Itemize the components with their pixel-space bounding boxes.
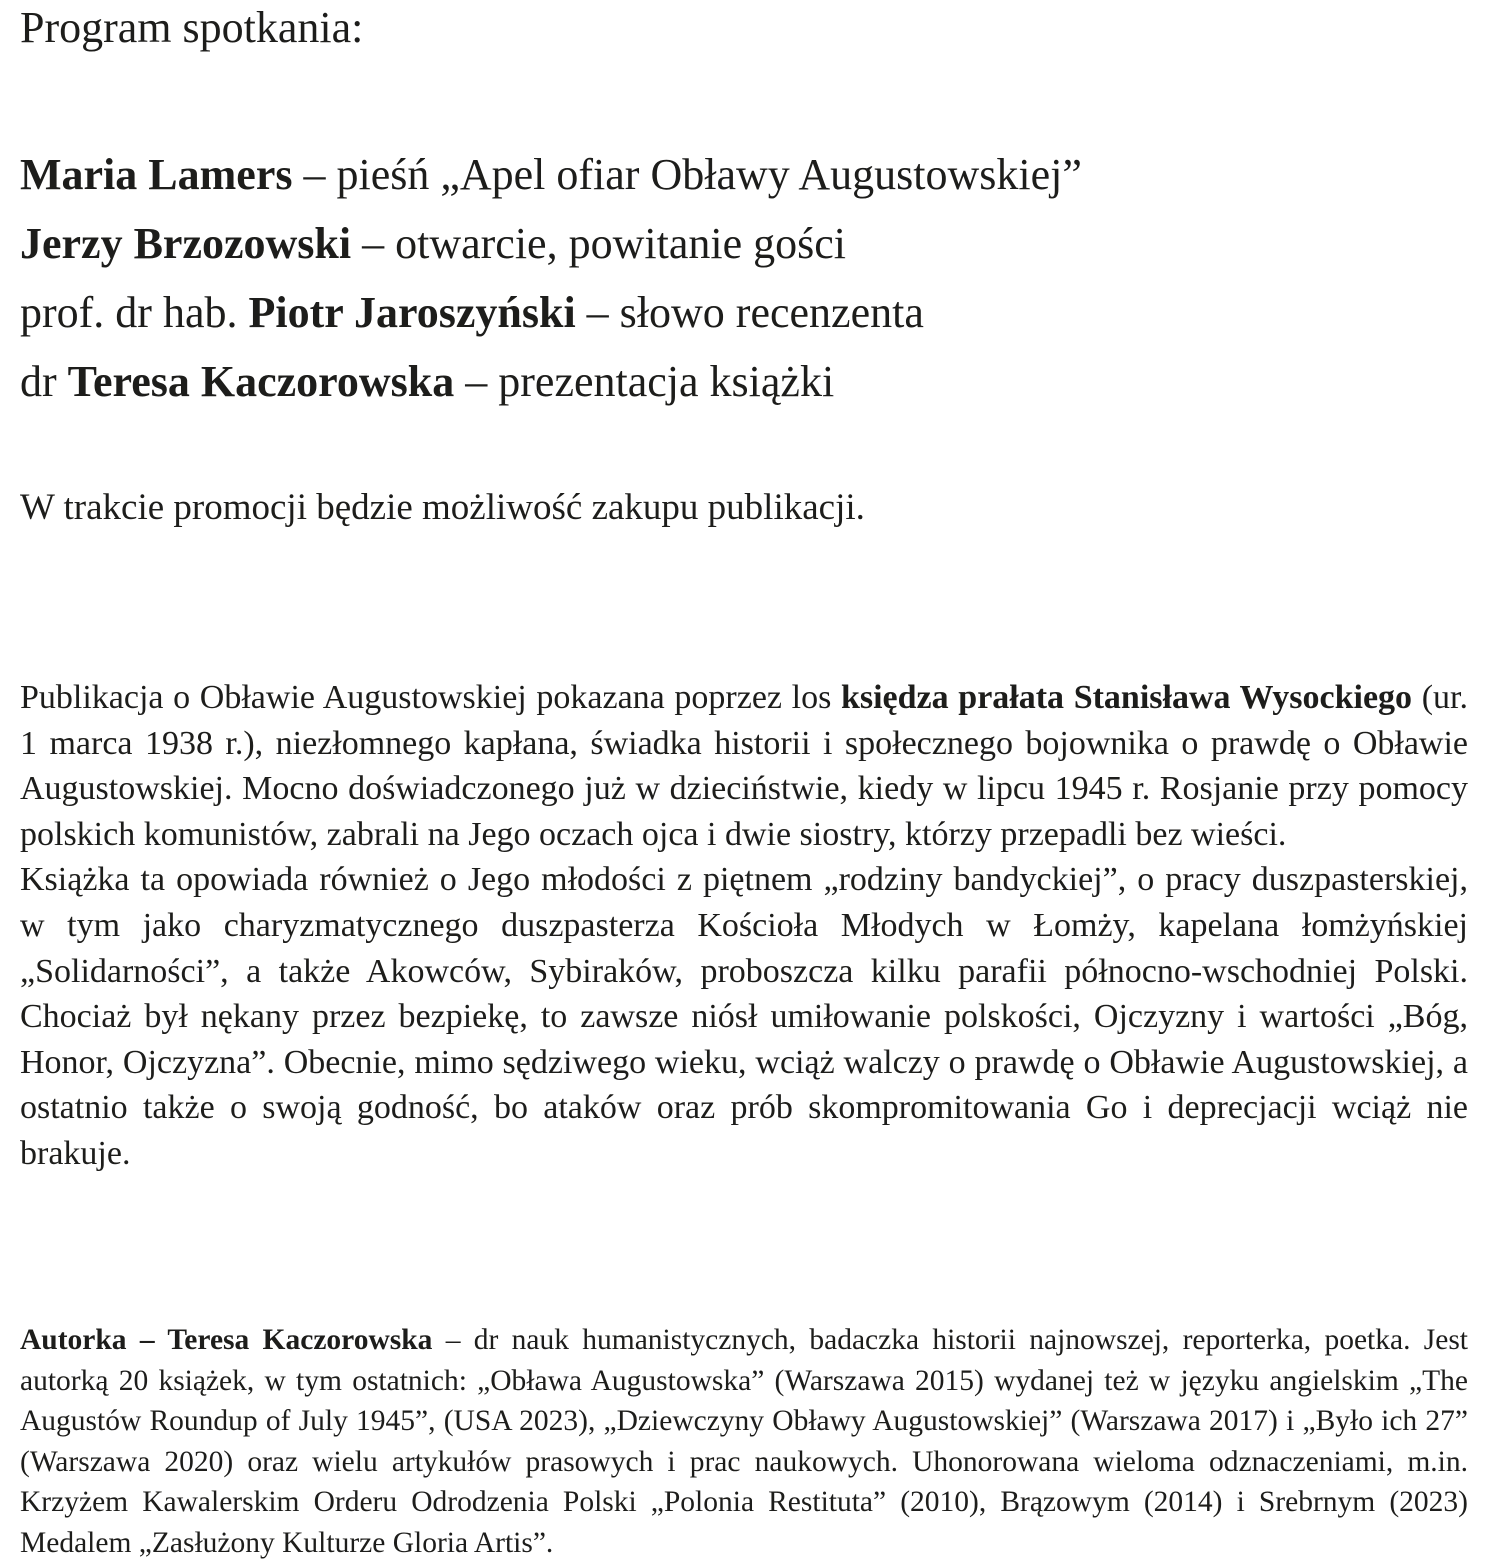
- purchase-note: W trakcie promocji będzie możliwość zakupu publikacji.: [20, 487, 865, 528]
- author-name: Autorka – Teresa Kaczorowska: [20, 1324, 433, 1356]
- program-item: [20, 347, 1468, 416]
- program-item-role: – pieśń „Apel ofiar Obławy Augustowskiej”: [292, 150, 1082, 199]
- program-item-role: – prezentacja książki: [454, 357, 835, 406]
- program-item: [20, 140, 1468, 209]
- speaker-name: Piotr Jaroszyński: [248, 288, 576, 337]
- description-paragraph: [20, 675, 1468, 857]
- program-list: [20, 140, 1468, 416]
- program-item-role: – otwarcie, powitanie gości: [351, 219, 846, 268]
- program-item-role: – słowo recenzenta: [575, 288, 924, 337]
- program-heading: Program spotkania:: [20, 3, 364, 52]
- author-bio: – dr nauk humanistycznych, badaczka historii najnowszej, reporterka, poetka. Jest autorką 20 książek, w tym ostatnich: „Obława Augustowska” (Warszawa 2015) wydanej też w języku angielskim „The Augustów Roundup of July 1945”, (USA 2023), „Dziewczyny Obławy Augustowskiej” (Warszawa 2017) i „Było ich 27” (Warszawa 2020) oraz wielu artykułów prasowych i prac naukowych. Uhonorowana wieloma odznaczeniami, m.in. Krzyżem Kawalerskim Orderu Odrodzenia Polski „Polonia Restituta” (2010), Brązowym (2014) i Srebrnym (2023) Medalem „Zasłużony Kulturze Gloria Artis”.: [20, 1324, 1468, 1559]
- description-paragraph: Książka ta opowiada również o Jego młodości z piętnem „rodziny bandyckiej”, o pracy duszpasterskiej, w tym jako charyzmatycznego duszpasterza Kościoła Młodych w Łomży, kapelana łomżyńskiej „Solidarności”, a także Akowców, Sybiraków, proboszcza kilku parafii północno-wschodniej Polski. Chociaż był nękany przez bezpiekę, to zawsze niósł umiłowanie polskości, Ojczyzny i wartości „Bóg, Honor, Ojczyzna”. Obecnie, mimo sędziwego wieku, wciąż walczy o prawdę o Obławie Augustowskiej, a ostatnio także o swoją godność, bo ataków oraz prób skompromitowania Go i deprecjacji wciąż nie brakuje.: [20, 861, 1468, 1172]
- publication-description: [20, 675, 1468, 1177]
- program-item: [20, 278, 1468, 347]
- speaker-name: Maria Lamers: [20, 150, 293, 199]
- program-item-prefix: prof. dr hab.: [20, 288, 249, 337]
- author-note: [20, 1320, 1468, 1563]
- description-text: (ur. 1 marca 1938 r.), niezłomnego kapłana, świadka historii i społecznego bojownika o prawdę o Obławie Augustowskiej. Mocno doświadczonego już w dzieciństwie, kiedy w lipcu 1945 r. Rosjanie przy pomocy polskich komunistów, zabrali na Jego oczach ojca i dwie siostry, którzy przepadli bez wieści.: [20, 679, 1468, 853]
- program-item: [20, 209, 1468, 278]
- priest-name: księdza prałata Stanisława Wysockiego: [840, 679, 1413, 716]
- description-intro: Publikacja o Obławie Augustowskiej pokazana poprzez los: [20, 679, 841, 716]
- program-item-prefix: dr: [20, 357, 68, 406]
- speaker-name: Teresa Kaczorowska: [67, 357, 455, 406]
- speaker-name: Jerzy Brzozowski: [20, 219, 352, 268]
